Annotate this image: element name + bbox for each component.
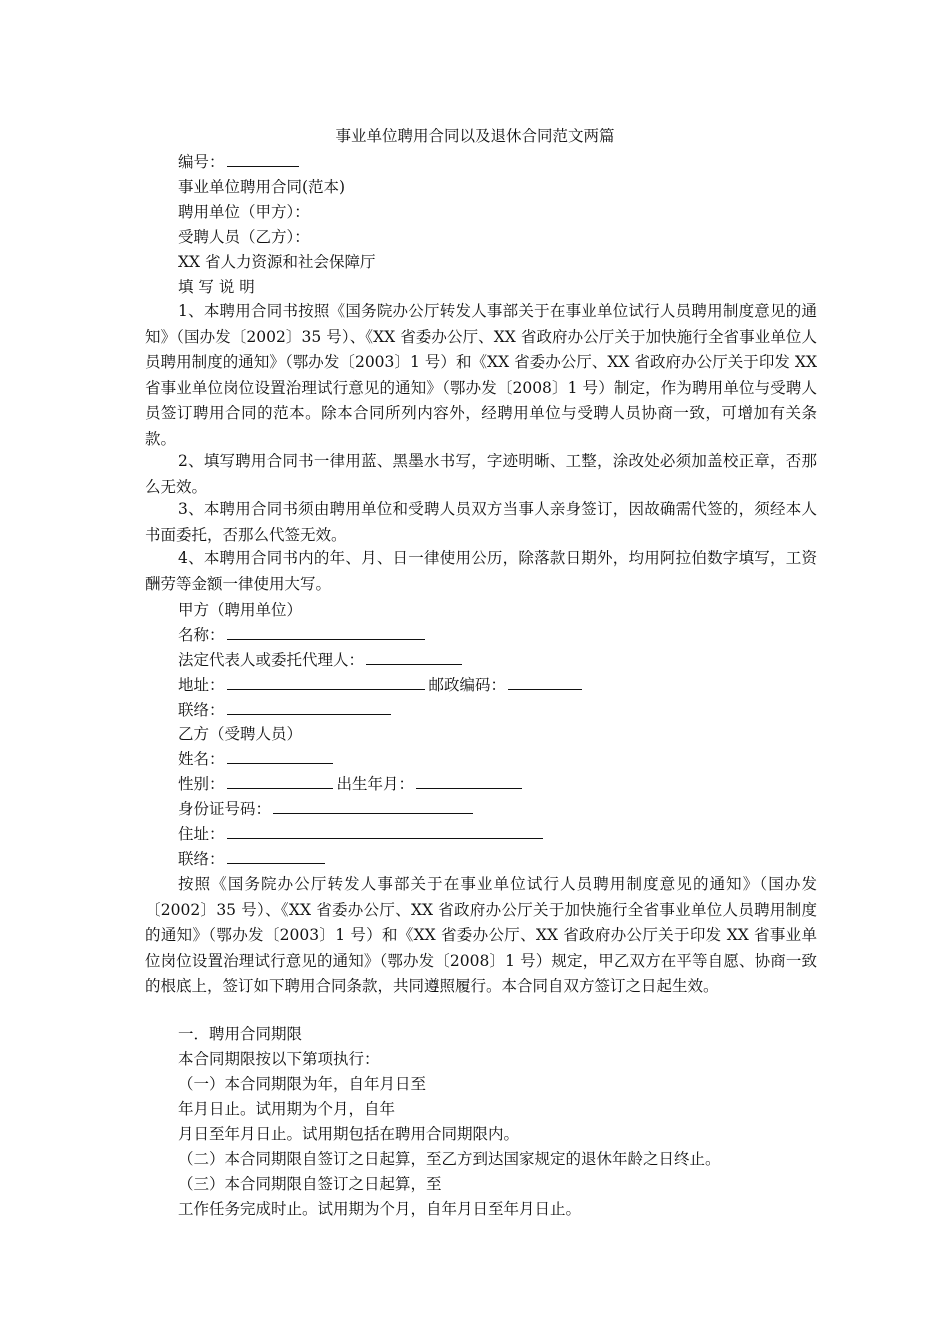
party-a-address-blank[interactable] <box>227 673 425 690</box>
section-1-option-a-line-2: 年月日止。试用期为个月，自年 <box>178 1100 396 1118</box>
employer-label: 聘用单位（甲方）： <box>178 203 310 221</box>
contract-number-label: 编号： <box>178 153 225 171</box>
party-b-name-label: 姓名： <box>178 750 225 768</box>
section-1-option-c-line-1: （三）本合同期限自签订之日起算，至 <box>178 1175 442 1193</box>
instructions-title: 填 写 说 明 <box>178 278 255 296</box>
party-b-contact-line <box>178 847 329 872</box>
party-b-gender-line <box>178 772 526 797</box>
section-1-option-a-line-3: 月日至年月日止。试用期包括在聘用合同期限内。 <box>178 1125 520 1143</box>
section-1-intro: 本合同期限按以下第项执行： <box>178 1050 380 1068</box>
party-b-name-line <box>178 747 337 772</box>
party-a-contact-line <box>178 698 395 723</box>
party-b-id-label: 身份证号码： <box>178 800 272 818</box>
section-1-title: 一．聘用合同期限 <box>178 1025 303 1043</box>
party-b-title: 乙方（受聘人员） <box>178 725 303 743</box>
employee-label: 受聘人员（乙方）： <box>178 228 310 246</box>
party-a-rep-line <box>178 648 466 673</box>
contract-number-line <box>178 150 303 175</box>
preamble-paragraph: 按照《国务院办公厅转发人事部关于在事业单位试行人员聘用制度意见的通知》（国办发〔2002〕35 号）、《XX 省委办公厅、XX 省政府办公厅关于加快施行全省事业单位人员聘用制度的通知》（鄂办发〔2003〕1 号）和《XX 省委办公厅、XX 省政府办公厅关于印发 XX 省事业单位岗位设置治理试行意见的通知》（鄂办发〔2008〕1 号）规定，甲乙双方在平等自愿、协商一致的根底上，签订如下聘用合同条款，共同遵照履行。本合同自双方签订之日起生效。 <box>145 875 817 996</box>
section-1-option-c-line-2: 工作任务完成时止。试用期为个月，自年月日至年月日止。 <box>178 1200 582 1218</box>
party-a-zip-label: 邮政编码： <box>428 676 507 694</box>
instruction-3: 3、本聘用合同书须由聘用单位和受聘人员双方当事人亲身签订，因故确需代签的，须经本人书面委托，否那么代签无效。 <box>145 500 817 544</box>
party-b-address-blank[interactable] <box>227 822 543 839</box>
party-b-address-line <box>178 822 547 847</box>
party-a-title: 甲方（聘用单位） <box>178 601 303 619</box>
party-b-gender-label: 性别： <box>178 775 225 793</box>
party-a-address-line <box>178 673 586 698</box>
party-b-birth-blank[interactable] <box>416 772 522 789</box>
party-b-contact-blank[interactable] <box>227 847 325 864</box>
party-b-address-label: 住址： <box>178 825 225 843</box>
party-a-name-label: 名称： <box>178 626 225 644</box>
party-b-id-line <box>178 797 477 822</box>
party-b-gender-blank[interactable] <box>227 772 333 789</box>
party-a-rep-blank[interactable] <box>366 648 462 665</box>
party-a-zip-blank[interactable] <box>508 673 582 690</box>
party-a-contact-label: 联络： <box>178 701 225 719</box>
contract-number-blank[interactable] <box>227 150 299 167</box>
contract-name: 事业单位聘用合同(范本) <box>178 178 346 196</box>
party-a-address-label: 地址： <box>178 676 225 694</box>
party-b-id-blank[interactable] <box>273 797 473 814</box>
instruction-2: 2、填写聘用合同书一律用蓝、黑墨水书写，字迹明晰、工整，涂改处必须加盖校正章，否那么无效。 <box>145 452 817 496</box>
party-b-birth-label: 出生年月： <box>336 775 415 793</box>
party-a-contact-blank[interactable] <box>227 698 391 715</box>
party-b-contact-label: 联络： <box>178 850 225 868</box>
issuer: XX 省人力资源和社会保障厅 <box>178 253 376 271</box>
party-a-name-blank[interactable] <box>227 623 425 640</box>
instruction-4: 4、本聘用合同书内的年、月、日一律使用公历，除落款日期外，均用阿拉伯数字填写，工资酬劳等金额一律使用大写。 <box>145 549 817 593</box>
party-b-name-blank[interactable] <box>227 747 333 764</box>
party-a-rep-label: 法定代表人或委托代理人： <box>178 651 365 669</box>
section-1-option-a-line-1: （一）本合同期限为年，自年月日至 <box>178 1075 427 1093</box>
document-title: 事业单位聘用合同以及退休合同范文两篇 <box>335 127 615 145</box>
party-a-name-line <box>178 623 429 648</box>
section-1-option-b: （二）本合同期限自签订之日起算，至乙方到达国家规定的退休年龄之日终止。 <box>178 1150 721 1168</box>
instruction-1: 1、本聘用合同书按照《国务院办公厅转发人事部关于在事业单位试行人员聘用制度意见的通知》（国办发〔2002〕35 号）、《XX 省委办公厅、XX 省政府办公厅关于加快施行全省事业单位人员聘用制度的通知》（鄂办发〔2003〕1 号）和《XX 省委办公厅、XX 省政府办公厅关于印发 XX 省事业单位岗位设置治理试行意见的通知》（鄂办发〔2008〕1 号）制定，作为聘用单位与受聘人员签订聘用合同的范本。除本合同所列内容外，经聘用单位与受聘人员协商一致，可增加有关条款。 <box>145 302 817 448</box>
